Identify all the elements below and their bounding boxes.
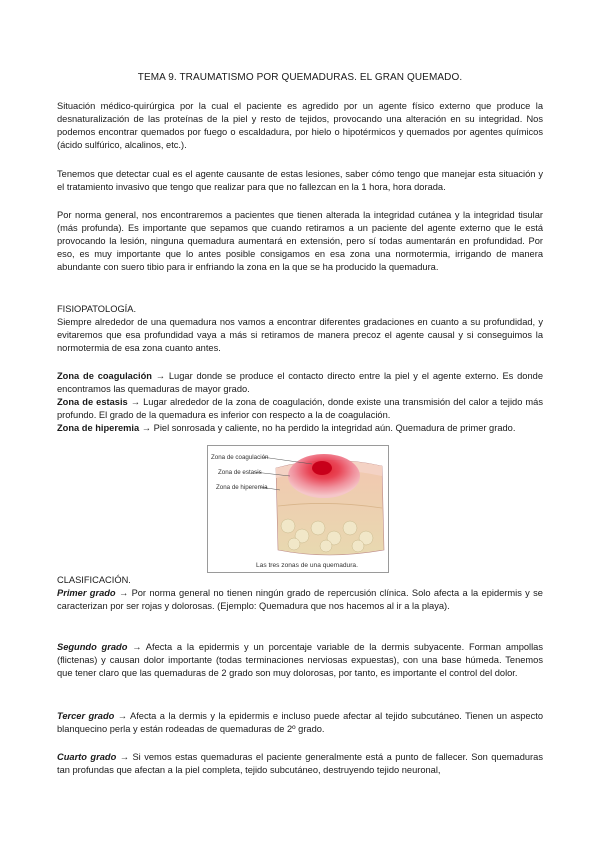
arrow-icon: → bbox=[119, 752, 130, 762]
figure-label: Zona de hiperemia bbox=[216, 484, 268, 491]
zone-term: Zona de estasis bbox=[57, 397, 128, 407]
intro-paragraph-2: Tenemos que detectar cual es el agente causante de estas lesiones, saber cómo tengo que manejar esta situación y el tratamiento invasivo que tengo que realizar para que no fallezcan en la 1 hora, hora dorada. bbox=[57, 169, 543, 192]
arrow-icon: → bbox=[155, 371, 166, 381]
zones-list bbox=[57, 370, 543, 435]
grade-term: Cuarto grado bbox=[57, 752, 117, 762]
clasificacion-section bbox=[57, 574, 543, 613]
fisiopatologia-section bbox=[57, 303, 543, 355]
grade-item: Cuarto grado → Si vemos estas quemaduras el paciente generalmente está a punto de fallecer. Son quemaduras tan profundas que afectan a la piel completa, tejido subcutáneo, destruyendo tejido neuronal, bbox=[57, 752, 543, 775]
intro-paragraph-1: Situación médico-quirúrgica por la cual el paciente es agredido por un agente físico externo que produce la desnaturalización de las proteínas de la piel y resto de tejidos, provocando una alteración en su integridad. Nos podemos encontrar quemados por fuego o escaldadura, por hielo o hipotérmicos y quemados por agentes químicos (ácido sulfúrico, alcalinos, etc.). bbox=[57, 101, 543, 150]
figure-caption: Las tres zonas de una quemadura. bbox=[256, 562, 358, 569]
grade-term: Primer grado bbox=[57, 588, 116, 598]
fisiopatologia-text: Siempre alrededor de una quemadura nos vamos a encontrar diferentes gradaciones en cuanto a su profundidad, y evitaremos que esa profundidad vaya a más si retiramos de manera precoz el agente causal y si conseguimos la normotermia de esa zona cuanto antes. bbox=[57, 317, 543, 353]
burn-zones-figure bbox=[207, 445, 389, 573]
zone-term: Zona de hiperemia bbox=[57, 423, 140, 433]
figure-label: Zona de coagulación bbox=[211, 454, 269, 461]
grade-term: Segundo grado bbox=[57, 642, 128, 652]
page-title: TEMA 9. TRAUMATISMO POR QUEMADURAS. EL GRAN QUEMADO. bbox=[137, 72, 463, 83]
arrow-icon: → bbox=[141, 423, 152, 433]
zone-term: Zona de coagulación bbox=[57, 371, 152, 381]
grade-item: Primer grado → Por norma general no tienen ningún grado de repercusión clínica. Solo afecta a la epidermis y se caracterizan por ser rojas y dolorosas. (Ejemplo: Quemadura que nos hacemos al ir a la playa). bbox=[57, 588, 543, 611]
grade-item: Tercer grado → Afecta a la dermis y la epidermis e incluso puede afectar al tejido subcutáneo. Tienen un aspecto blanquecino perla y están rodeadas de quemaduras de 2º grado. bbox=[57, 711, 543, 734]
section-heading-clasificacion: CLASIFICACIÓN. bbox=[57, 575, 131, 585]
arrow-icon: → bbox=[132, 642, 142, 652]
zone-item: Zona de hiperemia → Piel sonrosada y caliente, no ha perdido la integridad aún. Quemadura de primer grado. bbox=[57, 423, 516, 433]
arrow-icon: → bbox=[118, 588, 129, 598]
figure-label: Zona de estasis bbox=[218, 469, 262, 476]
arrow-icon: → bbox=[130, 397, 141, 407]
burn-zone-shape bbox=[288, 454, 360, 498]
section-heading-fisiopatologia: FISIOPATOLOGÍA. bbox=[57, 304, 137, 314]
grade-term: Tercer grado bbox=[57, 711, 115, 721]
skin-illustration bbox=[208, 446, 388, 572]
grade-item: Segundo grado → Afecta a la epidermis y un porcentaje variable de la dermis subyacente. Forman ampollas (flictenas) y causan dolor importante (todas terminaciones nerviosas expuestas), con una base húmeda. Tenemos que tener claro que las quemaduras de 2 grado son muy dolorosas, por tanto, es importante el control del dolor. bbox=[57, 642, 543, 678]
intro-paragraph-3: Por norma general, nos encontraremos a pacientes que tienen alterada la integridad cutánea y la integridad tisular (más profunda). Es importante que sepamos que cuando retiramos a un paciente del agente externo que le está provocando la lesión, ninguna quemadura aumentará en extensión, pero sí todas aumentarán en profundidad. Por eso, es muy importante que lo antes posible consigamos en esa zona una normotermia, irrigando de manera abundante con suero tibio para ir enfriando la zona en la que se ha producido la quemadura. bbox=[57, 210, 543, 272]
zone-item: Zona de coagulación → Lugar donde se produce el contacto directo entre la piel y el agente externo. Es donde encontramos las quemaduras de mayor grado. bbox=[57, 371, 543, 394]
arrow-icon: → bbox=[117, 711, 128, 721]
zone-item: Zona de estasis → Lugar alrededor de la zona de coagulación, donde existe una transmisión del calor a tejido más profundo. El grado de la quemadura es inferior con respecto a la de coagulación. bbox=[57, 397, 543, 420]
